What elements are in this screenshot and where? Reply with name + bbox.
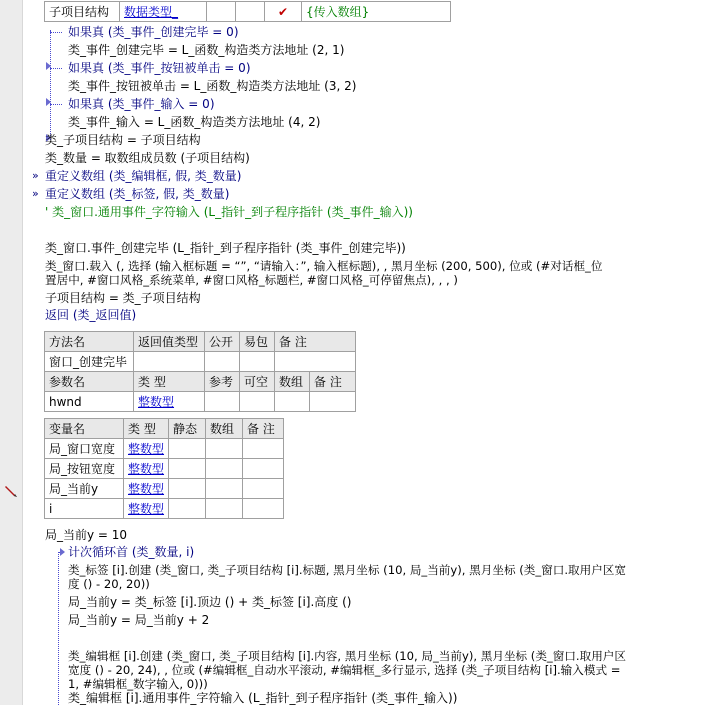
var-cell [169,479,206,499]
top-cell-empty [236,2,265,22]
param-header: 参数名 [45,372,134,392]
check-icon: ✔ [265,2,302,22]
method-header: 公开 [205,332,240,352]
var-cell [243,459,284,479]
var-type[interactable]: 整数型 [124,499,169,519]
var-cell [243,439,284,459]
top-table [44,1,451,22]
var-header: 变量名 [45,419,124,439]
var-cell [206,459,243,479]
var-cell [169,439,206,459]
param-header: 数组 [275,372,310,392]
line-gutter [0,0,23,705]
var-cell [243,499,284,519]
top-cell-empty [207,2,236,22]
method-header: 备 注 [275,332,356,352]
method-cell [205,352,240,372]
var-type[interactable]: 整数型 [124,479,169,499]
param-header: 可空 [240,372,275,392]
param-type[interactable]: 整数型 [134,392,205,412]
method-table [44,331,356,412]
code-line[interactable]: 类_事件_输入 = L_函数_构造类方法地址 (4, 2) [68,115,321,129]
code-line[interactable]: 返回 (类_返回值) [45,308,137,322]
code-line[interactable]: 宽度 () - 20, 24), , 位或 (#编辑框_自动水平滚动, #编辑框_多行显示, 选择 (类_子项目结构 [i].输入模式 = [68,663,621,677]
param-cell [310,392,356,412]
code-line[interactable]: 重定义数组 (类_标签, 假, 类_数量) [45,187,230,201]
var-name[interactable]: 局_当前y [45,479,124,499]
var-cell [169,499,206,519]
arrow-right-icon [46,98,51,106]
loop-guide [58,552,59,705]
var-header: 类 型 [124,419,169,439]
code-line[interactable]: 局_当前y = 局_当前y + 2 [68,613,210,627]
method-header: 方法名 [45,332,134,352]
var-header: 备 注 [243,419,284,439]
code-line[interactable]: 类_窗口.事件_创建完毕 (L_指针_到子程序指针 (类_事件_创建完毕)) [45,241,406,255]
code-line[interactable]: 如果真 (类_事件_输入 = 0) [68,97,215,111]
code-line[interactable]: 类_编辑框 [i].通用事件_字符输入 (L_指针_到子程序指针 (类_事件_输入)) [68,691,458,705]
arrow-right-icon [60,548,65,556]
param-header: 备 注 [310,372,356,392]
param-cell [205,392,240,412]
arrow-right-icon [46,62,51,70]
method-header: 返回值类型 [134,332,205,352]
expand-marker-icon[interactable]: » [32,169,39,182]
expand-marker-icon[interactable]: » [32,187,39,200]
param-header: 参考 [205,372,240,392]
method-cell [275,352,356,372]
code-line[interactable]: 类_标签 [i].创建 (类_窗口, 类_子项目结构 [i].标题, 黑月坐标 (10, 局_当前y), 黑月坐标 (类_窗口.取用户区宽 [68,563,626,577]
var-cell [243,479,284,499]
var-cell [206,499,243,519]
param-cell [240,392,275,412]
method-header: 易包 [240,332,275,352]
code-line[interactable]: 度 () - 20, 20)) [68,577,150,591]
param-header: 类 型 [134,372,205,392]
code-line[interactable]: 类_事件_创建完毕 = L_函数_构造类方法地址 (2, 1) [68,43,345,57]
code-line[interactable]: 子项目结构 = 类_子项目结构 [45,291,201,305]
var-type[interactable]: 整数型 [124,439,169,459]
var-cell [206,479,243,499]
code-line[interactable]: 类_数量 = 取数组成员数 (子项目结构) [45,151,250,165]
block-guide [50,68,62,69]
code-line[interactable]: 局_当前y = 类_标签 [i].顶边 () + 类_标签 [i].高度 () [68,595,352,609]
code-line[interactable]: 重定义数组 (类_编辑框, 假, 类_数量) [45,169,242,183]
code-line[interactable]: 如果真 (类_事件_按钮被单击 = 0) [68,61,251,75]
code-line[interactable]: 计次循环首 (类_数量, i) [68,545,195,559]
code-line[interactable]: 局_当前y = 10 [45,528,128,542]
code-line[interactable]: 类_事件_按钮被单击 = L_函数_构造类方法地址 (3, 2) [68,79,357,93]
code-line[interactable]: 类_编辑框 [i].创建 (类_窗口, 类_子项目结构 [i].内容, 黑月坐标 (10, 局_当前y), 黑月坐标 (类_窗口.取用户区 [68,649,626,663]
pencil-icon [4,484,18,498]
var-name[interactable]: i [45,499,124,519]
var-cell [206,439,243,459]
var-type[interactable]: 整数型 [124,459,169,479]
method-cell [240,352,275,372]
method-name[interactable]: 窗口_创建完毕 [45,352,134,372]
var-table [44,418,284,519]
top-cell-type[interactable]: 数据类型_ [120,2,207,22]
block-guide [50,30,51,140]
var-cell [169,459,206,479]
code-line[interactable]: 1, #编辑框_数字输入, 0))) [68,677,208,691]
code-line[interactable]: 置居中, #窗口风格_系统菜单, #窗口风格_标题栏, #窗口风格_可停留焦点), , , ) [45,273,458,287]
param-cell [275,392,310,412]
method-cell [134,352,205,372]
top-cell-note: {传入数组} [302,2,451,22]
block-guide [50,104,62,105]
var-name[interactable]: 局_按钮宽度 [45,459,124,479]
comment-line[interactable]: ' 类_窗口.通用事件_字符输入 (L_指针_到子程序指针 (类_事件_输入)) [45,205,413,219]
var-header: 数组 [206,419,243,439]
param-name[interactable]: hwnd [45,392,134,412]
code-line[interactable]: 类_窗口.载入 (, 选择 (输入框标题 = “”, “请输入：”, 输入框标题), , 黑月坐标 (200, 500), 位或 (#对话框_位 [45,259,603,273]
top-cell-name: 子项目结构 [45,2,120,22]
code-line[interactable]: 类_子项目结构 = 子项目结构 [45,133,201,147]
var-header: 静态 [169,419,206,439]
code-line[interactable]: 如果真 (类_事件_创建完毕 = 0) [68,25,239,39]
var-name[interactable]: 局_窗口宽度 [45,439,124,459]
block-guide [50,32,62,33]
